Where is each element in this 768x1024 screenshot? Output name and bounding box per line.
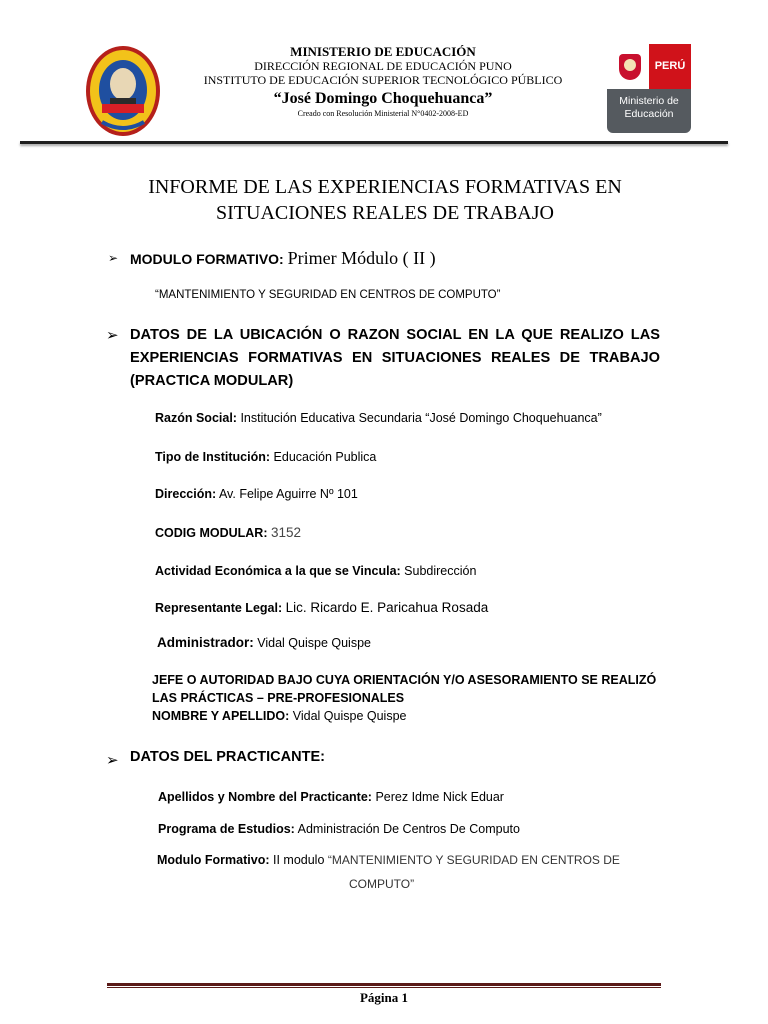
field-value: Perez Idme Nick Eduar bbox=[375, 790, 504, 804]
ministry-logo-label: Ministerio de Educación bbox=[607, 89, 691, 133]
ministry-name: MINISTERIO DE EDUCACIÓN bbox=[290, 44, 476, 59]
nombre-label: NOMBRE Y APELLIDO: bbox=[152, 708, 290, 723]
arrow-bullet-icon: ➢ bbox=[108, 251, 119, 265]
field-representante-legal bbox=[155, 600, 488, 615]
field-apellidos-nombre bbox=[158, 790, 504, 804]
section-heading-ubicacion: DATOS DE LA UBICACIÓN O RAZON SOCIAL EN LA QUE REALIZO LAS EXPERIENCIAS FORMATIVAS EN SITUACIONES REALES DE TRABAJO (PRACTICA MODULAR) bbox=[130, 327, 660, 389]
field-label: Programa de Estudios: bbox=[158, 822, 295, 836]
ministry-logo bbox=[607, 44, 691, 133]
field-label: Administrador: bbox=[157, 635, 254, 650]
footer-divider-thin bbox=[107, 987, 661, 988]
field-value: Administración De Centros De Computo bbox=[297, 822, 520, 836]
jefe-autoridad bbox=[152, 672, 672, 725]
field-value: Subdirección bbox=[404, 564, 477, 578]
field-label: Apellidos y Nombre del Practicante: bbox=[158, 790, 372, 804]
field-modulo-formativo bbox=[157, 853, 620, 867]
header-divider bbox=[20, 141, 728, 144]
field-value-desc-cont: COMPUTO” bbox=[349, 877, 415, 891]
field-value: 3152 bbox=[270, 525, 302, 540]
modulo-value: Primer Módulo ( II ) bbox=[287, 248, 436, 268]
field-administrador bbox=[157, 635, 371, 650]
nombre-value: Vidal Quispe Quispe bbox=[292, 708, 407, 723]
modulo-label: MODULO FORMATIVO: bbox=[130, 251, 284, 267]
section-heading-practicante: DATOS DEL PRACTICANTE: bbox=[130, 749, 325, 765]
jefe-line-1: JEFE O AUTORIDAD BAJO CUYA ORIENTACIÓN Y/O ASESORAMIENTO SE REALIZÓ bbox=[152, 673, 657, 687]
creation-resolution: Creado con Resolución Ministerial N°0402-2008-ED bbox=[297, 108, 469, 118]
jefe-line-2: LAS PRÁCTICAS – PRE-PROFESIONALES bbox=[152, 690, 405, 705]
field-label: Representante Legal: bbox=[155, 601, 283, 615]
field-value: Educación Publica bbox=[273, 450, 377, 464]
field-label: Dirección: bbox=[155, 487, 217, 501]
field-codig-modular bbox=[155, 525, 301, 540]
field-value: Vidal Quispe Quispe bbox=[257, 636, 371, 650]
regional-direction: DIRECCIÓN REGIONAL DE EDUCACIÓN PUNO bbox=[254, 59, 512, 74]
page-number: Página 1 bbox=[359, 990, 409, 1005]
institute-type: INSTITUTO DE EDUCACIÓN SUPERIOR TECNOLÓGICO PÚBLICO bbox=[203, 73, 563, 88]
institution-header bbox=[180, 44, 586, 118]
field-razon-social bbox=[155, 411, 602, 425]
field-label: Razón Social: bbox=[155, 411, 237, 425]
field-label: Actividad Económica a la que se Vincula: bbox=[155, 564, 401, 578]
field-label: CODIG MODULAR: bbox=[155, 526, 268, 540]
field-programa-estudios bbox=[158, 822, 520, 836]
field-direccion bbox=[155, 487, 358, 501]
field-value: Institución Educativa Secundaria “José Domingo Choquehuanca” bbox=[240, 411, 602, 425]
field-label: Tipo de Institución: bbox=[155, 450, 271, 464]
arrow-bullet-icon: ➢ bbox=[106, 752, 119, 769]
field-label: Modulo Formativo: bbox=[157, 853, 270, 867]
peru-coat-of-arms-icon bbox=[619, 54, 641, 80]
peru-label: PERÚ bbox=[649, 44, 691, 89]
field-value: Av. Felipe Aguirre Nº 101 bbox=[218, 487, 358, 501]
institute-seal-logo bbox=[84, 44, 162, 138]
arrow-bullet-icon: ➢ bbox=[106, 327, 119, 344]
modulo-formativo bbox=[130, 248, 436, 269]
field-actividad-economica bbox=[155, 564, 476, 578]
field-value: II modulo bbox=[272, 853, 325, 867]
field-value-desc: “MANTENIMIENTO Y SEGURIDAD EN CENTROS DE bbox=[327, 853, 620, 867]
field-value: Lic. Ricardo E. Paricahua Rosada bbox=[285, 600, 489, 615]
institute-name: “José Domingo Choquehuanca” bbox=[273, 89, 493, 107]
footer-divider bbox=[107, 983, 661, 986]
modulo-description: “MANTENIMIENTO Y SEGURIDAD EN CENTROS DE COMPUTO” bbox=[155, 289, 501, 301]
document-title: INFORME DE LAS EXPERIENCIAS FORMATIVAS EN SITUACIONES REALES DE TRABAJO bbox=[148, 176, 622, 225]
field-tipo-institucion bbox=[155, 450, 376, 464]
